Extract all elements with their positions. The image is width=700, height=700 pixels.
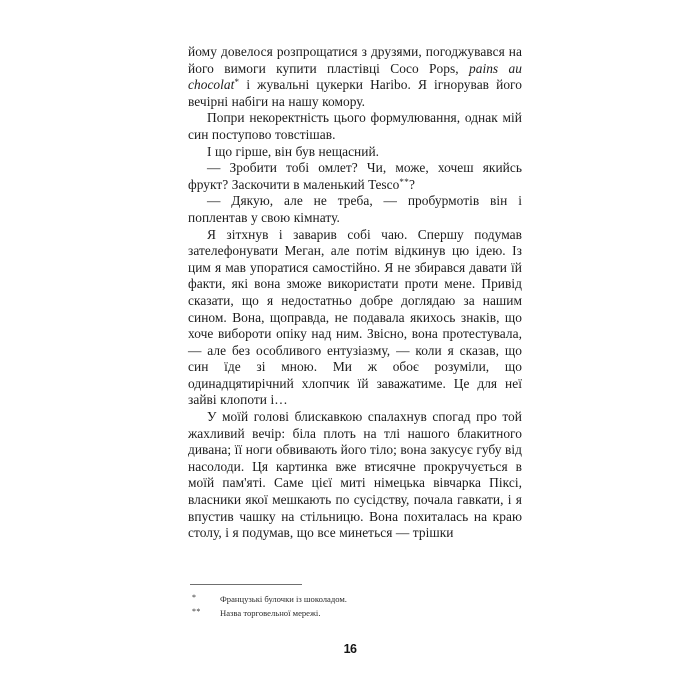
page-number: 16 xyxy=(343,642,357,656)
footnote-symbol: ** xyxy=(192,606,201,616)
text-run: І що гірше, він був нещасний. xyxy=(207,143,380,159)
footnote-text: Назва торговельної мережі. xyxy=(220,607,321,618)
text-run: — Дякую, але не треба, — пробурмотів він і поплентав у свою кімнату. xyxy=(188,193,522,225)
footnote-area xyxy=(188,584,522,620)
body-paragraph xyxy=(188,227,522,410)
footnote-item xyxy=(188,607,522,621)
text-run: Попри некоректність цього формулювання, однак мій син поступово товстішав. xyxy=(188,110,522,142)
body-paragraph xyxy=(188,144,522,161)
body-paragraph xyxy=(188,160,522,193)
text-run: У моїй голові блискавкою спалахнув спогад про той жахливий вечір: біла плоть на тлі нашого блакитного дивана; її ноги обвивають його тіло; вона закусує губу від насолоди. Ця картинка вже втисячне прокручується в моїй пам'яті. Саме цієї миті німецька вівчарка Піксі, власники якої мешкають по сусідству, почала гавкати, і я впустив чашку на стільницю. Вона похиталась на краю столу, і я подумав, що все минеться — трішки xyxy=(188,409,522,541)
body-paragraph xyxy=(188,193,522,226)
footnote-reference-mark: * xyxy=(234,77,240,88)
text-run: ? xyxy=(409,176,415,192)
footnote-reference-mark: ** xyxy=(399,176,410,187)
footnote-text: Французькі булочки із шоколадом. xyxy=(220,594,347,604)
italic-phrase: pains au chocolat xyxy=(188,60,522,93)
text-run: — Зробити тобі омлет? Чи, може, хочеш якийсь фрукт? Заскочити в маленький Tesco xyxy=(188,160,522,192)
body-paragraph xyxy=(188,110,522,143)
body-paragraph xyxy=(188,409,522,542)
body-paragraph xyxy=(188,44,522,110)
page-text-block xyxy=(188,44,522,542)
footnote-item xyxy=(188,593,522,607)
text-run: Я зітхнув і заварив собі чаю. Спершу подумав зателефонувати Меган, але потім відкинув цю ідею. Із цим я мав упоратися самостійно. Я не збирався давати їй факти, які вона зможе використати проти мене. Привід сказати, що я недостатньо добре доглядаю за нашим сином. Вона, щоправда, не подавала якихось знаків, що хоче вибороти опіку над ним. Звісно, вона протестувала, — але без особливого ентузіазму, — коли я сказав, що син їде зі мною. Ми ж обоє розуміли, що одинадцятирічний хлопчик їй заважатиме. Це для неї зайві клопоти і… xyxy=(188,226,522,408)
footnote-symbol: * xyxy=(192,593,197,602)
text-run: і жувальні цукерки Haribo. Я ігнорував його вечірні набіги на нашу комору. xyxy=(188,77,522,109)
footnote-list xyxy=(188,593,522,620)
footnote-separator-rule xyxy=(190,584,302,585)
text-run: йому довелося розпрощатися з друзями, погоджувався на його вимоги купити пластівці Coco Pops, xyxy=(188,44,522,76)
